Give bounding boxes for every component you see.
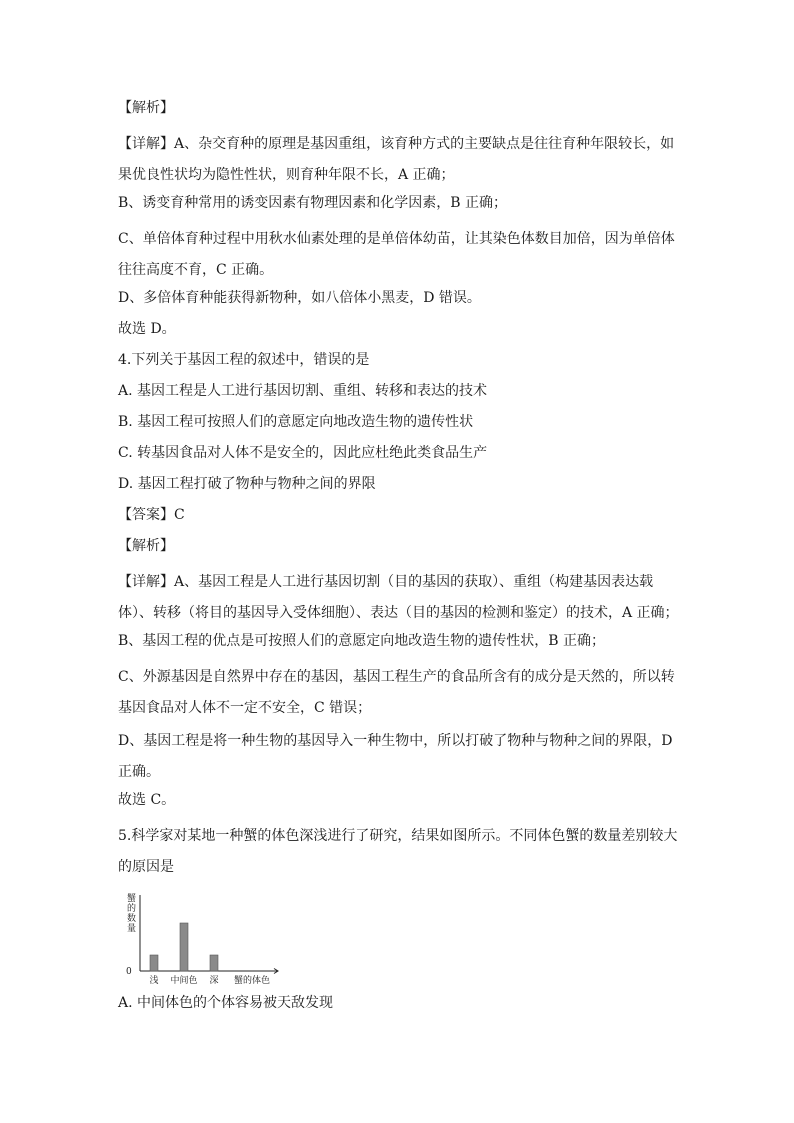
detail-4-paragraph-b: B、基因工程的优点是可按照人们的意愿定向地改造生物的遗传性状，B 正确；	[118, 633, 606, 649]
detail-paragraph-d: D、多倍体育种能获得新物种，如八倍体小黑麦，D 错误。	[118, 290, 481, 306]
analysis-heading: 【解析】	[118, 100, 174, 116]
bar-1	[180, 923, 188, 971]
x-tick-label-2: 深	[209, 976, 219, 986]
detail-4-paragraph-c: C、外源基因是自然界中存在的基因，基因工程生产的食品所含有的成分是天然的，所以转基因食品对人体不一定不安全，C 错误；	[118, 669, 675, 716]
origin-label: 0	[126, 967, 132, 977]
crab-color-chart-svg	[118, 891, 288, 987]
detail-paragraph-c: C、单倍体育种过程中用秋水仙素处理的是单倍体幼苗，让其染色体数目加倍，因为单倍体往往高度不育，C 正确。	[118, 231, 675, 278]
question-5-stem: 5.科学家对某地一种蟹的体色深浅进行了研究，结果如图所示。不同体色蟹的数量差别较大的原因是	[118, 828, 678, 875]
analysis-heading-4: 【解析】	[118, 538, 174, 554]
detail-paragraph-b: B、诱变育种常用的诱变因素有物理因素和化学因素，B 正确；	[118, 195, 508, 211]
bar-2	[210, 955, 218, 971]
detail-4-paragraph-a: 【详解】A、基因工程是人工进行基因切割（目的基因的获取）、重组（构建基因表达载体）、转移（将目的基因导入受体细胞）、表达（目的基因的检测和鉴定）的技术，A 正确；	[118, 574, 679, 621]
x-tick-label-0: 浅	[149, 976, 159, 986]
document-body	[118, 98, 680, 1024]
y-axis-label: 蟹的数量	[127, 894, 137, 934]
detail-paragraph-a: 【详解】A、杂交育种的原理是基因重组，该育种方式的主要缺点是往往育种年限较长，如果优良性状均为隐性性状，则育种年限不长，A 正确；	[118, 136, 675, 183]
question-5-option-a: A. 中间体色的个体容易被天敌发现	[118, 995, 334, 1011]
question-4-stem: 4.下列关于基因工程的叙述中，错误的是	[118, 352, 370, 368]
question-4-option-a: A. 基因工程是人工进行基因切割、重组、转移和表达的技术	[118, 383, 488, 399]
question-4-option-d: D. 基因工程打破了物种与物种之间的界限	[118, 476, 376, 492]
x-tick-label-1: 中间色	[170, 976, 198, 986]
question-4-option-b: B. 基因工程可按照人们的意愿定向地改造生物的遗传性状	[118, 414, 474, 430]
x-axis-label: 蟹的体色	[233, 976, 271, 986]
answer-conclusion-4: 故选 C。	[118, 792, 176, 808]
answer-heading-4: 【答案】C	[118, 507, 185, 523]
question-4-option-c: C. 转基因食品对人体不是安全的，因此应杜绝此类食品生产	[118, 445, 488, 461]
bar-0	[150, 955, 158, 971]
crab-color-chart	[118, 891, 288, 987]
answer-conclusion-3: 故选 D。	[118, 321, 176, 337]
detail-4-paragraph-d: D、基因工程是将一种生物的基因导入一种生物中，所以打破了物种与物种之间的界限，D 正确。	[118, 733, 673, 780]
